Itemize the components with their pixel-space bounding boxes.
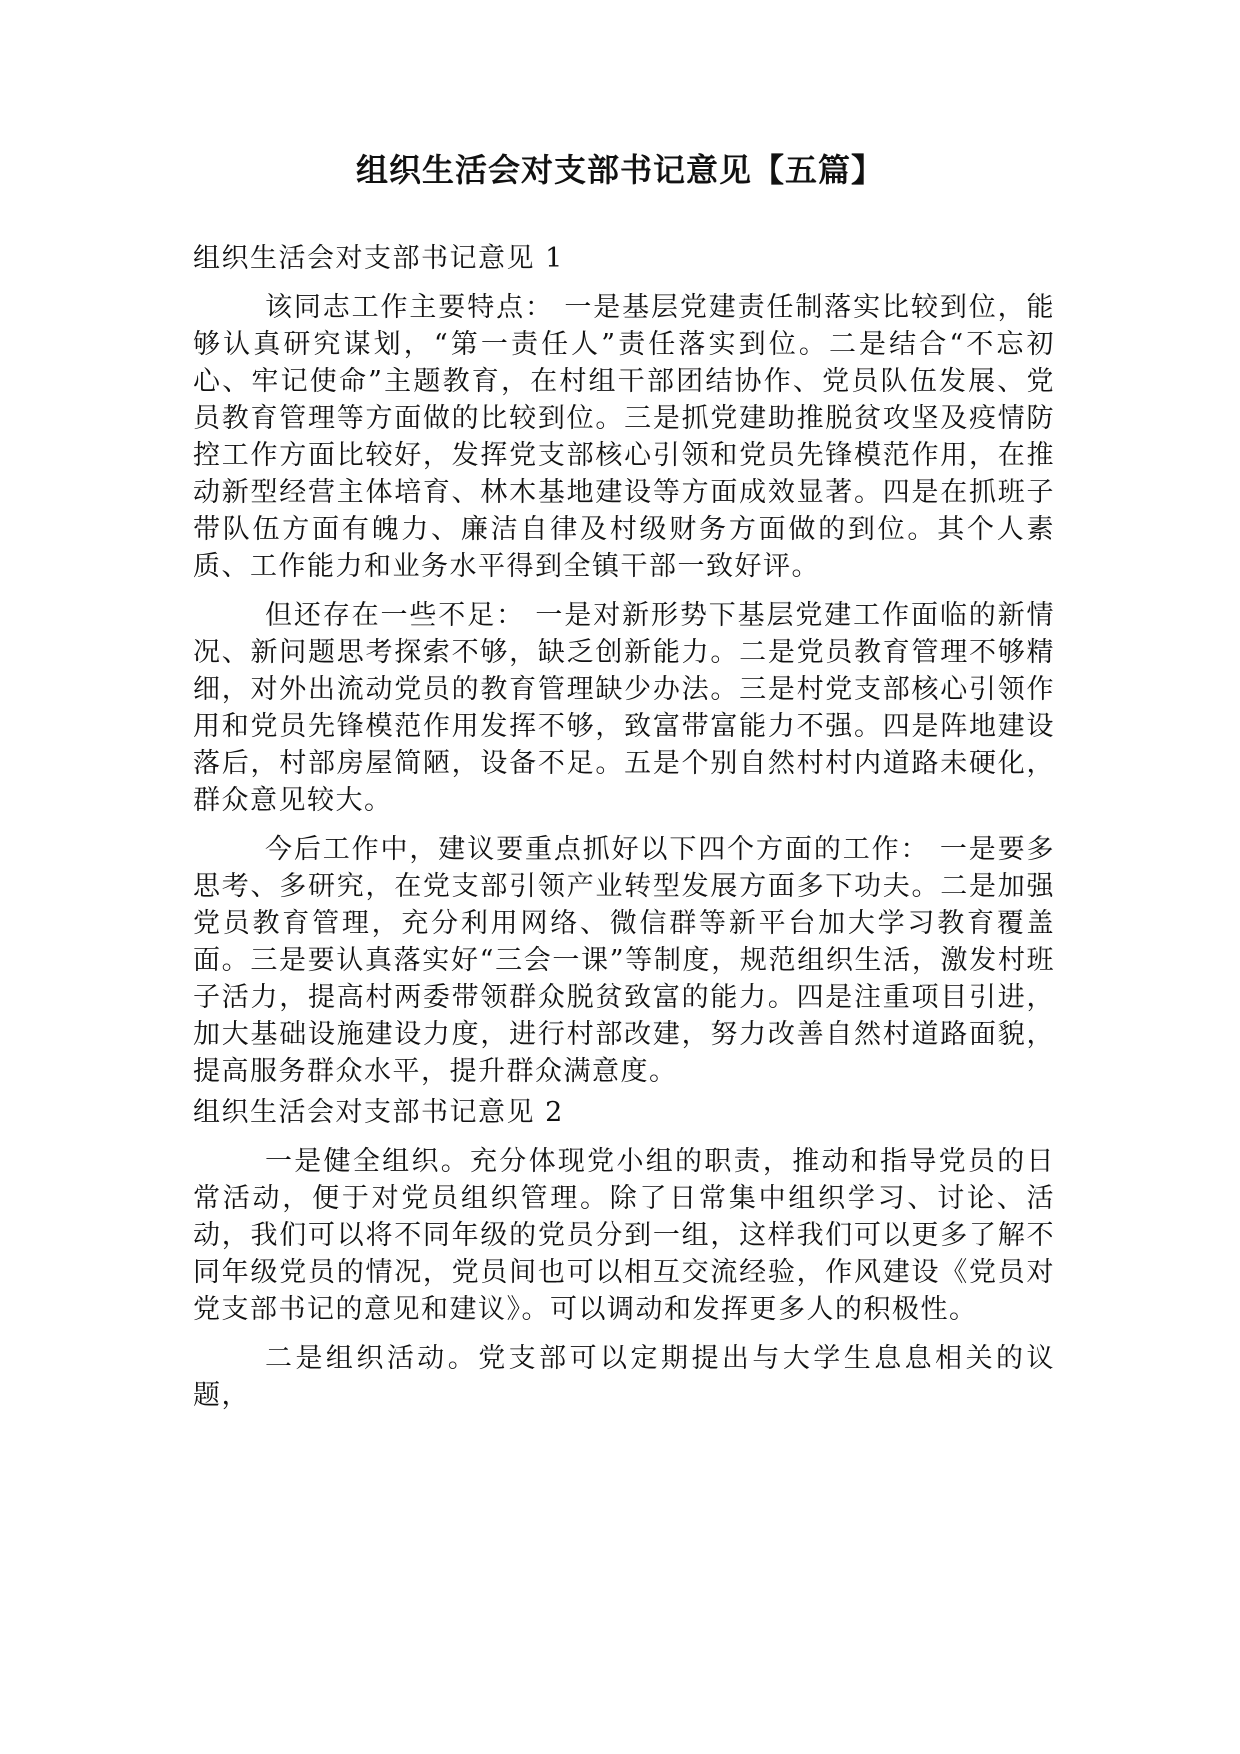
- section-heading-1: 组织生活会对支部书记意见 1: [193, 243, 564, 274]
- section-1-paragraph-1: 该同志工作主要特点： 一是基层党建责任制落实比较到位，能够认真研究谋划，“第一责任人”责任落实到位。二是结合“不忘初心、牢记使命”主题教育，在村组干部团结协作、党员队伍发展、党员教育管理等方面做的比较到位。三是抓党建助推脱贫攻坚及疫情防控工作方面比较好，发挥党支部核心引领和党员先锋模范作用，在推动新型经营主体培育、林木基地建设等方面成效显著。四是在抓班子带队伍方面有魄力、廉洁自律及村级财务方面做的到位。其个人素质、工作能力和业务水平得到全镇干部一致好评。: [193, 292, 1055, 582]
- document-title: 组织生活会对支部书记意见【五篇】: [355, 151, 884, 189]
- section-2-paragraph-1: 一是健全组织。充分体现党小组的职责，推动和指导党员的日常活动，便于对党员组织管理。除了日常集中组织学习、讨论、活动，我们可以将不同年级的党员分到一组，这样我们可以更多了解不同年级党员的情况，党员间也可以相互交流经验，作风建设《党员对党支部书记的意见和建议》。可以调动和发挥更多人的积极性。: [193, 1146, 1055, 1325]
- section-heading-2: 组织生活会对支部书记意见 2: [193, 1097, 564, 1128]
- section-1-paragraph-3: 今后工作中，建议要重点抓好以下四个方面的工作： 一是要多思考、多研究，在党支部引领产业转型发展方面多下功夫。二是加强党员教育管理，充分利用网络、微信群等新平台加大学习教育覆盖面。三是要认真落实好“三会一课”等制度，规范组织生活，激发村班子活力，提高村两委带领群众脱贫致富的能力。四是注重项目引进，加大基础设施建设力度，进行村部改建，努力改善自然村道路面貌，提高服务群众水平，提升群众满意度。: [193, 834, 1055, 1087]
- section-1-paragraph-2: 但还存在一些不足： 一是对新形势下基层党建工作面临的新情况、新问题思考探索不够，缺乏创新能力。二是党员教育管理不够精细，对外出流动党员的教育管理缺少办法。三是村党支部核心引领作用和党员先锋模范作用发挥不够，致富带富能力不强。四是阵地建设落后，村部房屋简陋，设备不足。五是个别自然村村内道路未硬化，群众意见较大。: [193, 600, 1055, 816]
- section-2-paragraph-2: 二是组织活动。党支部可以定期提出与大学生息息相关的议题，: [193, 1343, 1055, 1411]
- document-body: [193, 240, 1055, 1426]
